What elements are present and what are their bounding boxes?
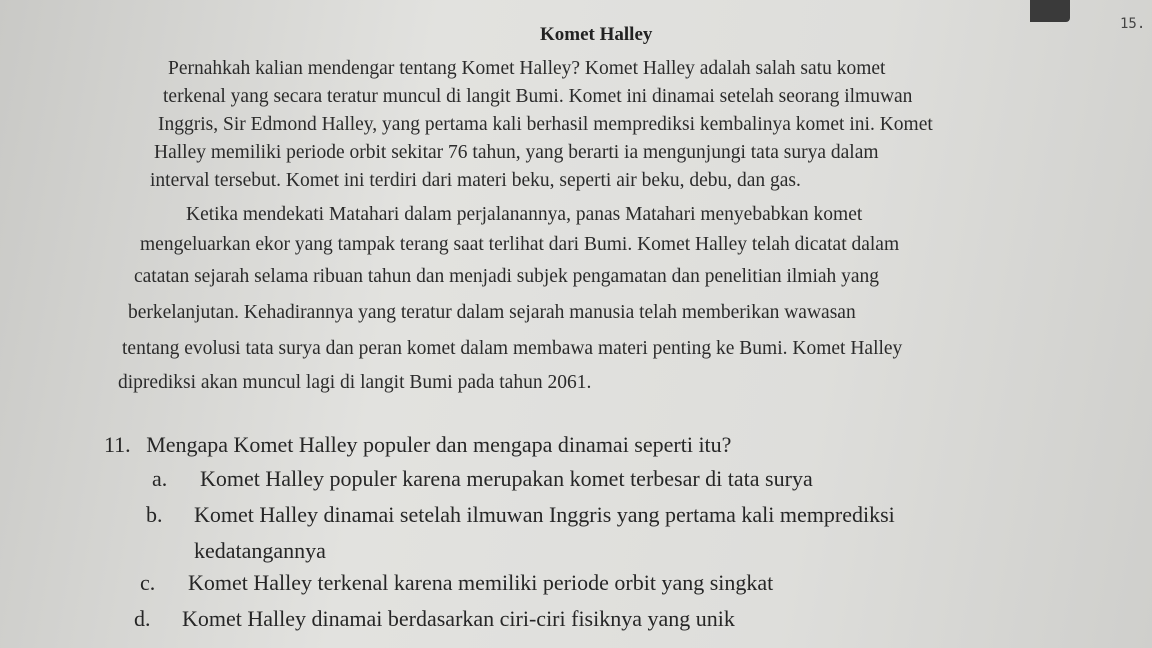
passage-line: Halley memiliki periode orbit sekitar 76 tahun, yang berarti ia mengunjungi tata surya dalam — [154, 142, 879, 163]
passage-line: Inggris, Sir Edmond Halley, yang pertama kali berhasil memprediksi kembalinya komet ini. Komet — [158, 114, 933, 135]
option-b[interactable] — [146, 502, 895, 528]
page-corner-mark — [1030, 0, 1070, 22]
question-stem — [104, 432, 731, 458]
option-b-continuation — [194, 538, 326, 564]
passage-line: terkenal yang secara teratur muncul di langit Bumi. Komet ini dinamai setelah seorang ilmuwan — [163, 86, 913, 107]
passage-line: Pernahkah kalian mendengar tentang Komet Halley? Komet Halley adalah salah satu komet — [168, 58, 886, 79]
option-d[interactable] — [134, 606, 735, 632]
option-letter: c. — [140, 570, 156, 595]
option-text: Komet Halley dinamai berdasarkan ciri-ciri fisiknya yang unik — [182, 606, 735, 631]
passage-line: catatan sejarah selama ribuan tahun dan menjadi subjek pengamatan dan penelitian ilmiah yang — [134, 266, 880, 287]
option-letter: b. — [146, 502, 163, 527]
option-a[interactable] — [152, 466, 813, 492]
passage-line: interval tersebut. Komet ini terdiri dari materi beku, seperti air beku, debu, dan gas. — [150, 170, 801, 191]
option-c[interactable] — [140, 570, 773, 596]
passage-line: berkelanjutan. Kehadirannya yang teratur dalam sejarah manusia telah memberikan wawasan — [128, 302, 856, 323]
passage-line: mengeluarkan ekor yang tampak terang saat terlihat dari Bumi. Komet Halley telah dicatat dalam — [140, 234, 900, 255]
page-number: 15. — [1120, 16, 1146, 32]
passage-line: tentang evolusi tata surya dan peran komet dalam membawa materi penting ke Bumi. Komet Halley — [122, 338, 903, 359]
passage-line: diprediksi akan muncul lagi di langit Bumi pada tahun 2061. — [118, 372, 592, 393]
question-number: 11. — [104, 432, 131, 457]
passage-line: Ketika mendekati Matahari dalam perjalanannya, panas Matahari menyebabkan komet — [186, 204, 863, 225]
question-text: Mengapa Komet Halley populer dan mengapa dinamai seperti itu? — [146, 432, 732, 457]
option-text: kedatangannya — [194, 538, 326, 563]
option-text: Komet Halley dinamai setelah ilmuwan Inggris yang pertama kali memprediksi — [194, 502, 895, 527]
option-letter: d. — [134, 606, 151, 631]
option-text: Komet Halley populer karena merupakan komet terbesar di tata surya — [200, 466, 813, 491]
option-letter: a. — [152, 466, 168, 491]
passage-title: Komet Halley — [540, 24, 653, 45]
option-text: Komet Halley terkenal karena memiliki periode orbit yang singkat — [188, 570, 774, 595]
